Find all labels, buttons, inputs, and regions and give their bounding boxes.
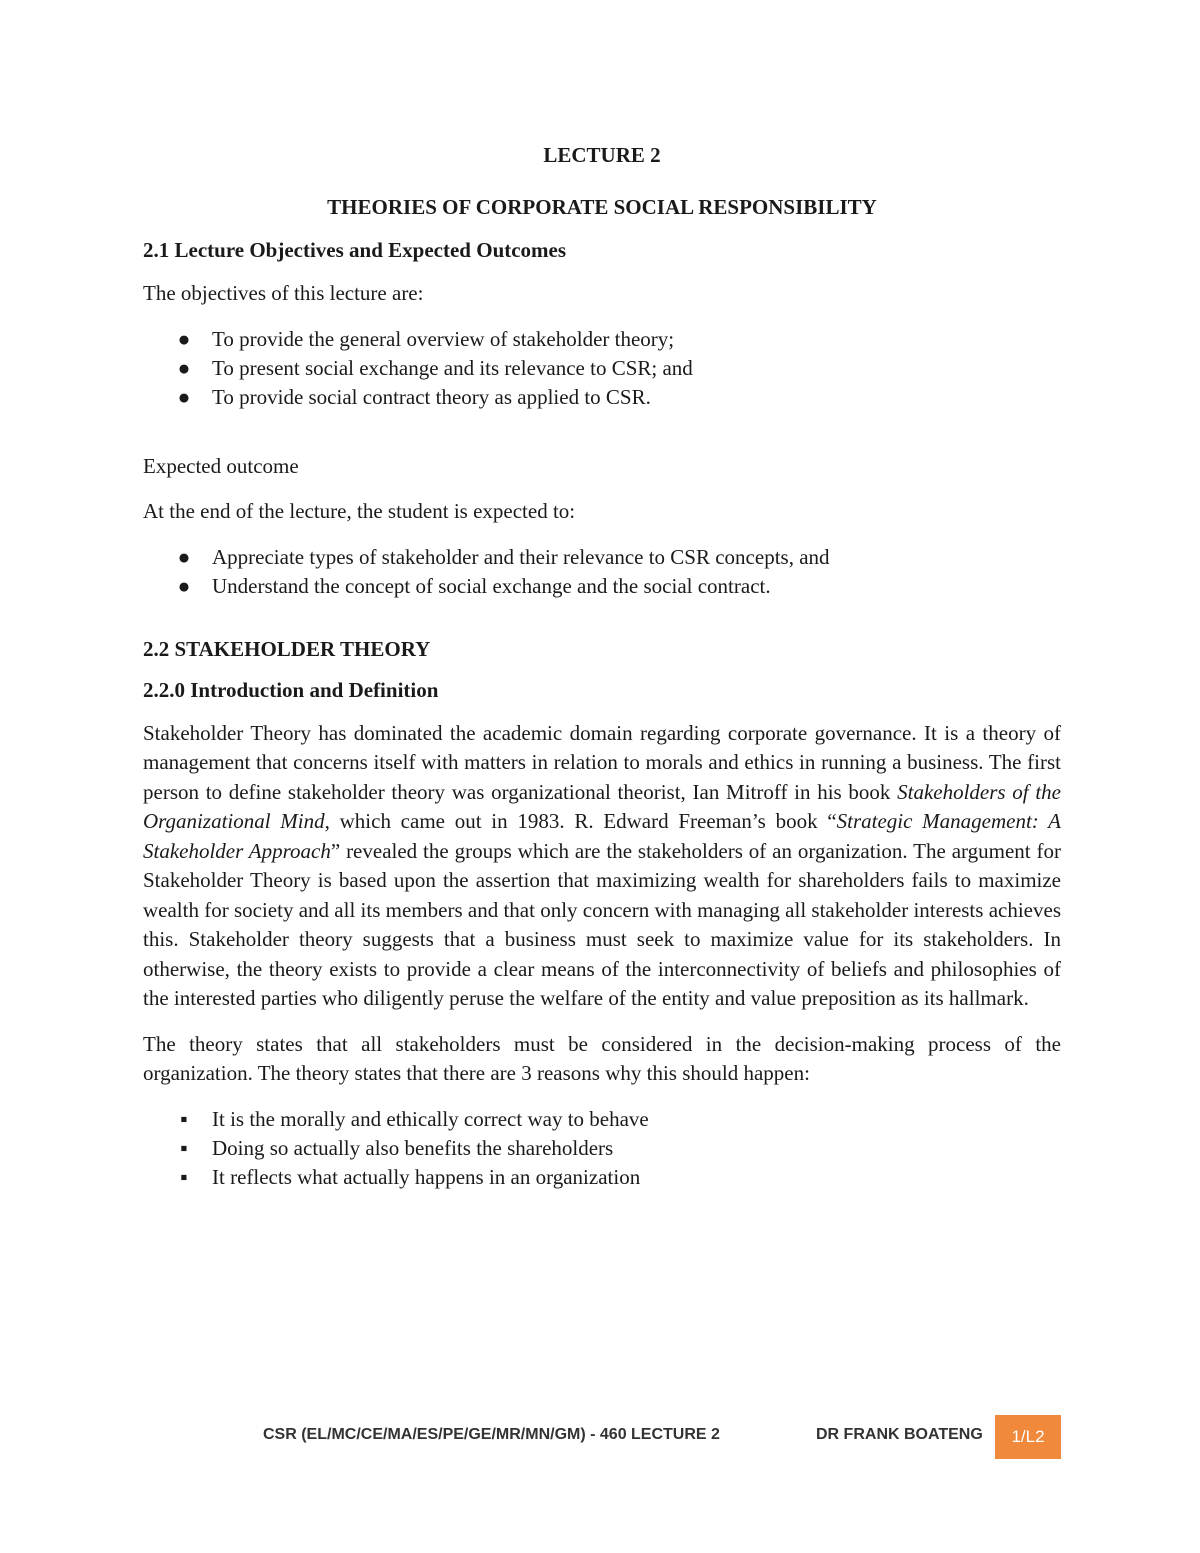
list-item-text: Doing so actually also benefits the shareholders: [212, 1135, 614, 1160]
outcomes-list: [143, 543, 1061, 601]
list-item-text: Appreciate types of stakeholder and their relevance to CSR concepts, and: [212, 544, 830, 569]
round-bullet-icon: ●: [177, 326, 191, 351]
round-bullet-icon: ●: [177, 355, 191, 380]
lecture-number: LECTURE 2: [543, 143, 661, 167]
book-title-mitroff: Stakeholders of the Organizational Mind: [143, 779, 1061, 833]
section-2-2-0-heading: 2.2.0 Introduction and Definition: [143, 677, 439, 702]
list-item-text: It reflects what actually happens in an organization: [212, 1164, 641, 1189]
paragraph-text: , which came out in 1983. R. Edward Freeman’s book “: [324, 809, 837, 833]
list-item: [143, 1163, 1061, 1192]
footer-course-code: CSR (EL/MC/CE/MA/ES/PE/GE/MR/MN/GM) - 460 LECTURE 2: [263, 1426, 720, 1443]
list-item-text: Understand the concept of social exchange and the social contract.: [212, 573, 771, 598]
list-item: [143, 1134, 1061, 1163]
stakeholder-theory-paragraph: [143, 719, 1061, 1014]
section-2-1-heading: 2.1 Lecture Objectives and Expected Outcomes: [143, 238, 567, 262]
list-item-text: It is the morally and ethically correct way to behave: [212, 1106, 649, 1131]
round-bullet-icon: ●: [177, 384, 191, 409]
reasons-list: [143, 1105, 1061, 1192]
book-title-freeman: Strategic Management: A Stakeholder Approach: [143, 809, 1061, 863]
list-item: [143, 325, 1061, 354]
list-item: [143, 383, 1061, 412]
expected-outcome-label: Expected outcome: [143, 453, 299, 478]
round-bullet-icon: ●: [177, 544, 191, 569]
lecture-title: THEORIES OF CORPORATE SOCIAL RESPONSIBILITY: [327, 194, 877, 219]
objectives-list: [143, 325, 1061, 412]
theory-reasons-paragraph: The theory states that all stakeholders must be considered in the decision-making process of the organization. The theory states that there are 3 reasons why this should happen:: [143, 1031, 1061, 1085]
list-item-text: To provide social contract theory as applied to CSR.: [212, 384, 651, 409]
list-item: [143, 1105, 1061, 1134]
objectives-intro: The objectives of this lecture are:: [143, 281, 424, 305]
list-item: [143, 572, 1061, 601]
expected-outcome-intro: At the end of the lecture, the student is expected to:: [143, 499, 576, 523]
footer-author: DR FRANK BOATENG: [816, 1426, 983, 1443]
round-bullet-icon: ●: [177, 573, 191, 598]
page-number-badge: 1/L2: [995, 1415, 1061, 1459]
square-bullet-icon: ▪: [180, 1135, 188, 1160]
paragraph-text: Stakeholder Theory has dominated the academic domain regarding corporate governance. It is a theory of management that concerns itself with matters in relation to morals and ethics in running a business. The first person to define stakeholder theory was organizational theorist, Ian Mitroff in his book: [143, 720, 1061, 804]
square-bullet-icon: ▪: [180, 1164, 188, 1189]
page-content: [143, 141, 1061, 1208]
list-item-text: To provide the general overview of stakeholder theory;: [212, 326, 675, 351]
list-item-text: To present social exchange and its relevance to CSR; and: [212, 355, 693, 380]
section-2-2-heading: 2.2 STAKEHOLDER THEORY: [143, 636, 431, 661]
list-item: [143, 354, 1061, 383]
list-item: [143, 543, 1061, 572]
page-footer: [0, 1415, 1200, 1459]
square-bullet-icon: ▪: [180, 1106, 188, 1131]
paragraph-text: ” revealed the groups which are the stakeholders of an organization. The argument for Stakeholder Theory is based upon the assertion that maximizing wealth for shareholders fails to maximize wealth for society and all its members and that only concern with managing all stakeholder interests achieves this. Stakeholder theory suggests that a business must seek to maximize value for its stakeholders. In otherwise, the theory exists to provide a clear means of the interconnectivity of beliefs and philosophies of the interested parties who diligently peruse the welfare of the entity and value preposition as its hallmark.: [143, 838, 1062, 1010]
